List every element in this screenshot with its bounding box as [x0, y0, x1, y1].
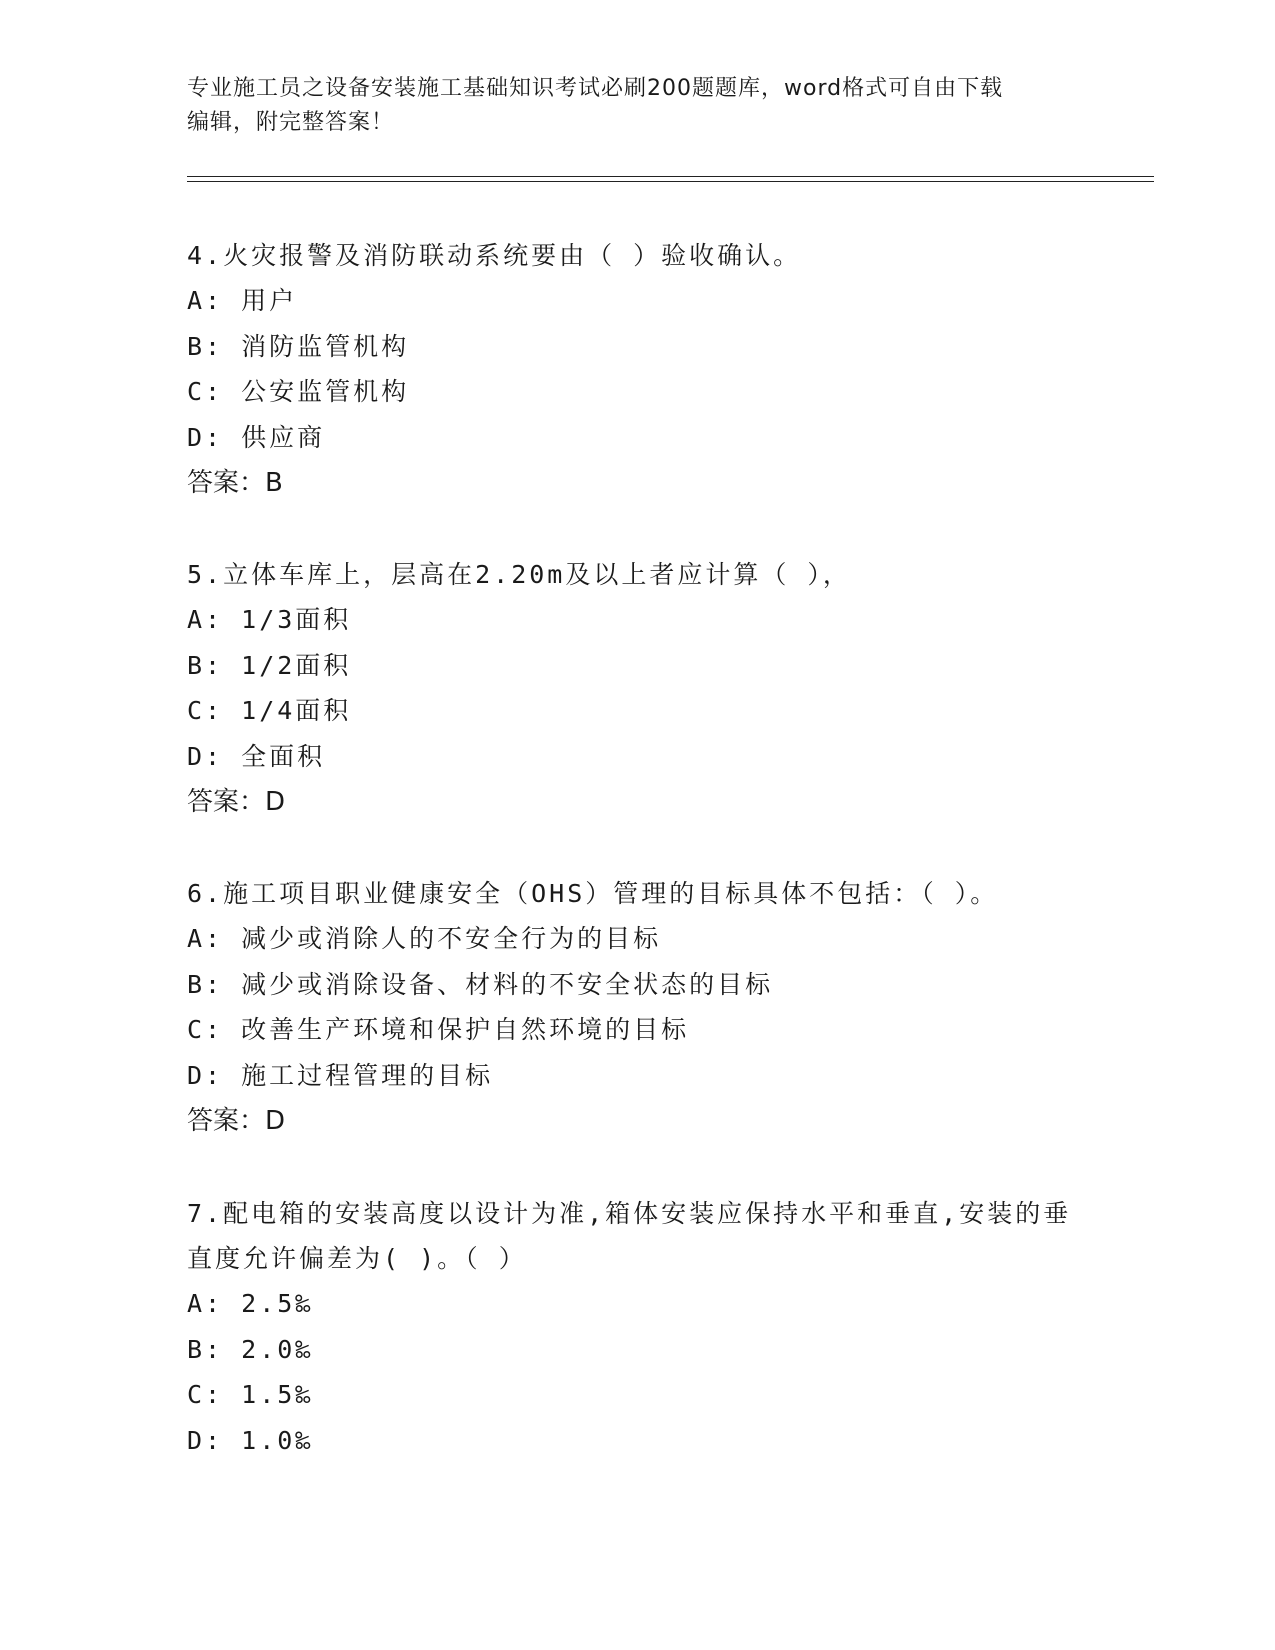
option-a: A: 1/3面积	[187, 605, 352, 634]
question-text: 4.火灾报警及消防联动系统要由（ ）验收确认。	[187, 241, 802, 270]
question-7	[187, 1191, 1087, 1463]
question-text: 7.配电箱的安装高度以设计为准,箱体安装应保持水平和垂直,安装的垂直度允许偏差为( )。（ ）	[187, 1199, 1072, 1273]
option-b: B: 减少或消除设备、材料的不安全状态的目标	[187, 969, 774, 999]
option-d: D: 供应商	[187, 422, 326, 452]
option-b: B: 1/2面积	[187, 650, 352, 680]
answer: 答案：D	[187, 1106, 286, 1136]
option-c: C: 1/4面积	[187, 696, 352, 725]
header-line-2: 编辑，附完整答案！	[187, 110, 395, 135]
option-a: A: 用户	[187, 286, 298, 315]
answer: 答案：B	[187, 468, 283, 498]
option-c: C: 1.5‰	[187, 1380, 314, 1409]
option-d: D: 施工过程管理的目标	[187, 1060, 494, 1090]
question-6	[187, 871, 1087, 1144]
option-d: D: 全面积	[187, 741, 326, 771]
option-c: C: 公安监管机构	[187, 377, 410, 406]
question-5	[187, 552, 1087, 825]
answer: 答案：D	[187, 787, 286, 817]
option-a: A: 2.5‰	[187, 1289, 314, 1318]
question-text: 6.施工项目职业健康安全（OHS）管理的目标具体不包括：（ ）。	[187, 879, 999, 908]
header-divider-bottom	[187, 181, 1154, 182]
document-header	[187, 72, 1087, 140]
option-b: B: 消防监管机构	[187, 331, 410, 361]
option-d: D: 1.0‰	[187, 1425, 314, 1455]
header-line-1: 专业施工员之设备安装施工基础知识考试必刷200题题库，word格式可自由下载	[187, 76, 1004, 101]
option-c: C: 改善生产环境和保护自然环境的目标	[187, 1015, 690, 1044]
option-b: B: 2.0‰	[187, 1334, 314, 1364]
header-divider-top	[187, 176, 1154, 177]
question-4	[187, 233, 1087, 506]
option-a: A: 减少或消除人的不安全行为的目标	[187, 924, 662, 953]
question-text: 5.立体车库上，层高在2.20m及以上者应计算（ ），	[187, 560, 851, 589]
